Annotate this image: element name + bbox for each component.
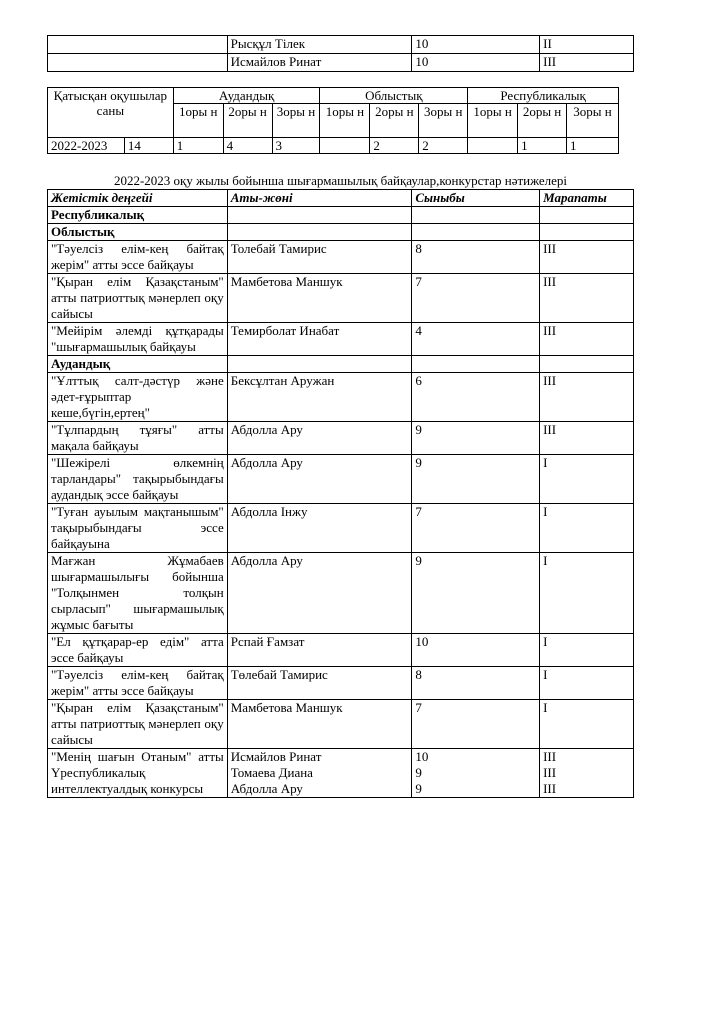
- place-header: 3оры н: [567, 104, 619, 138]
- student-name: Абдолла Ару: [227, 553, 412, 634]
- contest-title: Мағжан Жұмабаев шығармашылығы бойынша "Толқынмен толқын сырласып" шығармашылық жұмыс бағыты: [48, 553, 228, 634]
- group-header-district: Аудандық: [173, 88, 320, 104]
- section-row: [48, 224, 634, 241]
- award: II: [540, 36, 634, 54]
- grade: 7: [412, 504, 540, 553]
- student-name: Рысқұл Тілек: [227, 36, 412, 54]
- place-header: 1оры н: [173, 104, 223, 138]
- student-name: Абдолла Ару: [227, 422, 412, 455]
- student-name: Рспай Ғамзат: [227, 634, 412, 667]
- stat-value: 1: [518, 138, 567, 154]
- table-row: [48, 504, 634, 553]
- contest-title: "Мейірім әлемді құтқарады "шығармашылық байқауы: [48, 323, 228, 356]
- table-row: [48, 700, 634, 749]
- section-district: Аудандық: [48, 356, 228, 373]
- place-header: 2оры н: [223, 104, 272, 138]
- table-row: [48, 634, 634, 667]
- award: III: [540, 54, 634, 72]
- student-name: Абдолла Інжу: [227, 504, 412, 553]
- table-row: [48, 455, 634, 504]
- grade: 9: [412, 422, 540, 455]
- grade: 4: [412, 323, 540, 356]
- grade: 6: [412, 373, 540, 422]
- grade: 8: [412, 241, 540, 274]
- stat-value: 2: [419, 138, 468, 154]
- group-header-republic: Республикалық: [468, 88, 619, 104]
- student-name: Толебай Тамирис: [227, 241, 412, 274]
- place-header: 3оры н: [272, 104, 320, 138]
- grade: 10: [412, 36, 540, 54]
- section-row: [48, 207, 634, 224]
- award: III: [540, 241, 634, 274]
- student-name: Бексұлтан Аружан: [227, 373, 412, 422]
- award: III: [543, 765, 557, 780]
- contest-title: "Тұлпардың тұяғы" атты мақала байқауы: [48, 422, 228, 455]
- contest-title: "Тәуелсіз елім-кең байтақ жерім" атты эссе байқауы: [48, 667, 228, 700]
- grade: 9: [412, 553, 540, 634]
- awards: [540, 749, 634, 798]
- student-name: Исмайлов Ринат: [230, 749, 322, 764]
- stat-value: 3: [272, 138, 320, 154]
- section-row: [48, 356, 634, 373]
- grade: 10: [412, 634, 540, 667]
- table-row: [48, 88, 619, 104]
- table-row: [48, 667, 634, 700]
- grade: 9: [415, 765, 422, 780]
- stat-value: 1: [173, 138, 223, 154]
- stat-value: 4: [223, 138, 272, 154]
- table-row: [48, 36, 634, 54]
- student-name: Төлебай Тамирис: [227, 667, 412, 700]
- contest-title: "Ел құтқарар-ер едім" атта эссе байқауы: [48, 634, 228, 667]
- district-rows: [48, 373, 634, 749]
- contest-title: "Қыран елім Қазақстаным" атты патриоттық мәнерлеп оқу сайысы: [48, 274, 228, 323]
- award: III: [540, 274, 634, 323]
- results-table: [47, 189, 634, 798]
- participant-count: 14: [124, 138, 173, 154]
- student-name: Темирболат Инабат: [227, 323, 412, 356]
- award: III: [540, 373, 634, 422]
- year: 2022-2023: [48, 138, 125, 154]
- table-row: [48, 323, 634, 356]
- section-region: Облыстық: [48, 224, 228, 241]
- contest-title: "Менің шағын Отаным" атты Үреспубликалық интеллектуалдық конкурсы: [48, 749, 228, 798]
- top-results-table: [47, 35, 634, 72]
- grades: [412, 749, 540, 798]
- stat-value: [468, 138, 518, 154]
- table-row: [48, 553, 634, 634]
- grade: 8: [412, 667, 540, 700]
- contest-title: "Ұлттық салт-дәстүр және әдет-ғұрыптар кеше,бүгін,ертең": [48, 373, 228, 422]
- grade: 10: [415, 749, 429, 764]
- column-header: Жетістік деңгейі: [48, 190, 228, 207]
- column-header: Аты-жөні: [227, 190, 412, 207]
- award: I: [540, 504, 634, 553]
- student-name: Абдолла Ару: [227, 455, 412, 504]
- award: I: [540, 667, 634, 700]
- table-row: [48, 274, 634, 323]
- grade: 9: [412, 455, 540, 504]
- table-row: [48, 138, 619, 154]
- region-rows: [48, 241, 634, 356]
- grade: 7: [412, 274, 540, 323]
- place-header: 3оры н: [419, 104, 468, 138]
- section-republic: Республикалық: [48, 207, 228, 224]
- award: III: [540, 323, 634, 356]
- award: III: [543, 749, 557, 764]
- stat-value: [320, 138, 370, 154]
- grade: 9: [415, 781, 422, 796]
- table-row: [48, 749, 634, 798]
- place-header: 2оры н: [370, 104, 419, 138]
- place-header: 1оры н: [320, 104, 370, 138]
- stat-value: 1: [567, 138, 619, 154]
- award: I: [540, 553, 634, 634]
- student-names: [227, 749, 412, 798]
- stat-value: 2: [370, 138, 419, 154]
- place-header: 1оры н: [468, 104, 518, 138]
- table-row: [48, 54, 634, 72]
- contest-title: "Тәуелсіз елім-кең байтақ жерім" атты эссе байқауы: [48, 241, 228, 274]
- student-name: Исмайлов Ринат: [227, 54, 412, 72]
- stats-table: [47, 87, 619, 154]
- award: III: [543, 781, 557, 796]
- student-name: Мамбетова Маншук: [227, 274, 412, 323]
- place-header: 2оры н: [518, 104, 567, 138]
- table-header-row: [48, 190, 634, 207]
- award: I: [540, 455, 634, 504]
- contest-title: "Қыран елім Қазақстаным" атты патриоттық мәнерлеп оқу сайысы: [48, 700, 228, 749]
- table-row: [48, 241, 634, 274]
- award: I: [540, 634, 634, 667]
- table-row: [48, 373, 634, 422]
- column-header: Марапаты: [540, 190, 634, 207]
- grade: 7: [412, 700, 540, 749]
- grade: 10: [412, 54, 540, 72]
- group-header-region: Облыстық: [320, 88, 468, 104]
- student-name: Абдолла Ару: [230, 781, 303, 796]
- contest-title: "Шежірелі өлкемнің тарландары" тақырыбындағы аудандық эссе байқауы: [48, 455, 228, 504]
- student-name: Томаева Диана: [230, 765, 313, 780]
- results-caption: 2022-2023 оқу жылы бойынша шығармашылық байқаулар,конкурстар нәтижелері: [113, 173, 568, 188]
- award: I: [540, 700, 634, 749]
- student-name: Мамбетова Маншук: [227, 700, 412, 749]
- column-header: Сыныбы: [412, 190, 540, 207]
- table-row: [48, 422, 634, 455]
- contest-title: "Туған ауылым мақтанышым" тақырыбындағы эссе байқауына: [48, 504, 228, 553]
- award: III: [540, 422, 634, 455]
- participants-header: Қатысқан оқушылар саны: [48, 88, 174, 138]
